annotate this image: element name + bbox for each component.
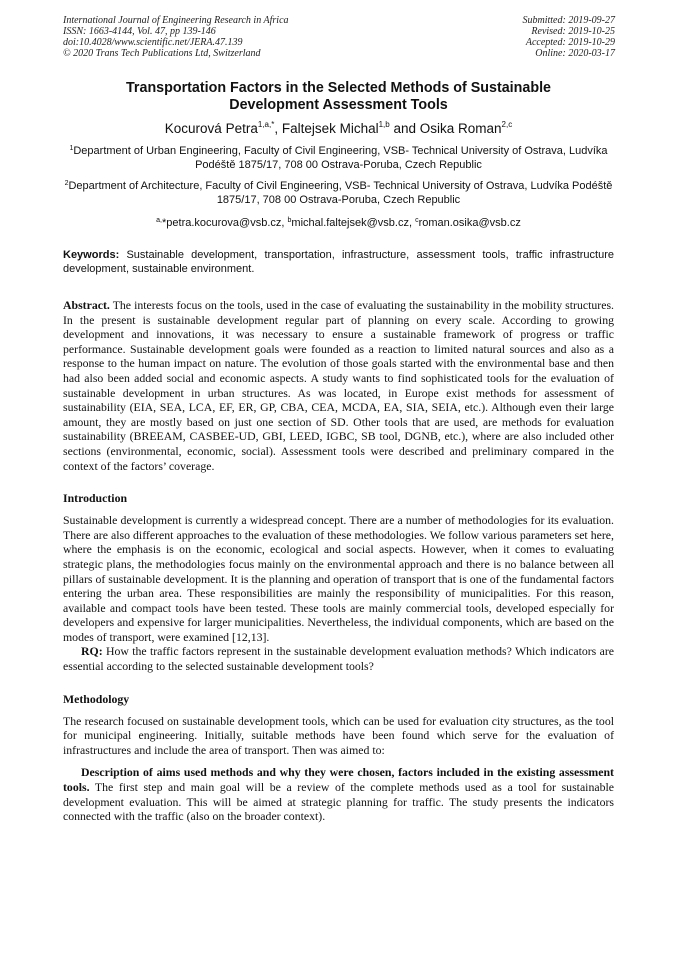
keywords-section (63, 248, 614, 276)
methodology-paragraph-2 (63, 765, 614, 823)
methodology-bold-lead: Description of aims used methods and why they were chosen, factors included in the existing assessment tools. (63, 765, 614, 795)
journal-copyright: © 2020 Trans Tech Publications Ltd, Switzerland (63, 48, 261, 59)
author-separator: , (274, 121, 282, 136)
affiliation-marker: 2 (64, 180, 69, 187)
author-name: Faltejsek Michal (281, 121, 379, 136)
author-list (63, 120, 614, 137)
affiliation-marker: 1 (69, 145, 74, 152)
paper-content (63, 80, 614, 824)
journal-name: International Journal of Engineering Research in Africa (63, 15, 289, 26)
keywords-text: Sustainable development, transportation, infrastructure, assessment tools, traffic infrastructure development, sustainable environment. (63, 249, 614, 275)
abstract-section (63, 298, 614, 473)
author-name: Osika Roman (419, 121, 502, 136)
author-name: Kocurová Petra (164, 121, 258, 136)
journal-doi: doi:10.4028/www.scientific.net/JERA.47.139 (63, 37, 243, 48)
introduction-paragraph: Sustainable development is currently a widespread concept. There are a number of methodologies for its evaluation. There are also different approaches to the evaluation of these methodologies. We follow various parameters set here, where the emphasis is on the economic, ecological and social aspects. However, when it comes to evaluating strategic plans, the methodologies focus mainly on the environmental approach and there is no balance between all pillars of sustainable development. It is the planning and operation of transport that is one of the fundamental factors entering the urban area. These responsibilities are mainly the responsibility of municipalities. For this reason, available and compact tools have been tested. These tools are mainly commercial tools, developed especially for developers and expensive for larger municipalities. Nevertheless, the individual components, which are based on the modes of transport, were examined [12,13]. (63, 513, 614, 644)
affiliation-1 (63, 144, 614, 172)
journal-header-right (523, 15, 616, 59)
author-emails (63, 216, 614, 230)
affiliation-text: Department of Urban Engineering, Faculty of Civil Engineering, VSB- Technical University of Ostrava, Ludvíka Podéště 1875/17, 708 00 Ostrava-Poruba, Czech Republic (73, 145, 608, 171)
affiliation-text: Department of Architecture, Faculty of Civil Engineering, VSB- Technical University of Ostrava, Ludvíka Podéště 1875/17, 708 00 Ostrava-Poruba, Czech Republic (68, 180, 613, 206)
affiliation-2 (63, 179, 614, 207)
research-question (63, 644, 614, 673)
date-accepted: Accepted: 2019-10-29 (525, 37, 615, 48)
abstract-label: Abstract. (63, 298, 110, 312)
email-link[interactable]: michal.faltejsek@vsb.cz, (291, 217, 416, 229)
abstract-text: The interests focus on the tools, used in the case of evaluating the sustainability in the mobility structures. In the present is sustainable development regular part of planning on every scale. According to growing development and innovations, it was necessary to ensure a sustainable framework of progress or traffic performance. Sustainable development goals were founded as a reaction to limited natural sources and also as a response to the human impact on nature. The evolution of those goals started with the environmental base and then had also been added social and economic aspects. A study wants to find sophisticated tools for the evaluation of sustainable development in urban structures. As was located, in Europe exist methods for assessment of sustainability (EIA, SEA, LCA, EF, ER, GP, CBA, CEA, MCDA, EA, SIA, SEIA, etc.). Although even their large amount, they are mostly based on just one section of SD. Other tools that are used, are methods for evaluation sustainability (BREEAM, CASBEE-UD, GBI, LEED, IGBC, SB tool, DGNB, etc.), where are also included other sections (environmental, economic, social). Assessment tools were described and preliminary compared in the context of the factors’ coverage. (63, 298, 614, 473)
email-marker: b (287, 217, 292, 224)
introduction-heading: Introduction (63, 491, 128, 506)
email-marker: c (415, 217, 419, 224)
date-online: Online: 2020-03-17 (535, 48, 615, 59)
title-line-2: Development Assessment Tools (229, 97, 448, 113)
date-submitted: Submitted: 2019-09-27 (522, 15, 615, 26)
methodology-heading: Methodology (63, 691, 130, 706)
methodology-paragraph: The research focused on sustainable development tools, which can be used for evaluation city structures, as the tool for municipal engineering. Initially, suitable methods have been found which serve for the evaluation of infrastructures and include the area of transport. Then was aimed to: (63, 713, 614, 757)
author-separator: and (389, 121, 420, 136)
author-affil-marker: 1,a,* (257, 120, 275, 129)
title-line-1: Transportation Factors in the Selected Methods of Sustainable (125, 80, 551, 96)
rq-label: RQ: (81, 644, 103, 659)
author-affil-marker: 2,c (501, 120, 513, 129)
email-link[interactable]: roman.osika@vsb.cz (418, 217, 521, 229)
email-link[interactable]: *petra.kocurova@vsb.cz, (162, 217, 288, 229)
date-revised: Revised: 2019-10-25 (531, 26, 615, 37)
email-marker: a, (156, 217, 162, 224)
journal-header-left (63, 15, 289, 59)
rq-text: How the traffic factors represent in the sustainable development evaluation methods? Which indicators are essential according to the selected sustainable development tools? (63, 644, 614, 674)
journal-issn: ISSN: 1663-4144, Vol. 47, pp 139-146 (63, 26, 216, 37)
paper-title (63, 80, 614, 114)
author-affil-marker: 1,b (378, 120, 390, 129)
methodology-text: The first step and main goal will be a review of the complete methods used as a tool for sustainable development evaluation. This will be aimed at strategic planning for traffic. The study presents the indicators connected with the traffic (also on the broader context). (63, 780, 614, 824)
keywords-label: Keywords: (63, 249, 120, 261)
